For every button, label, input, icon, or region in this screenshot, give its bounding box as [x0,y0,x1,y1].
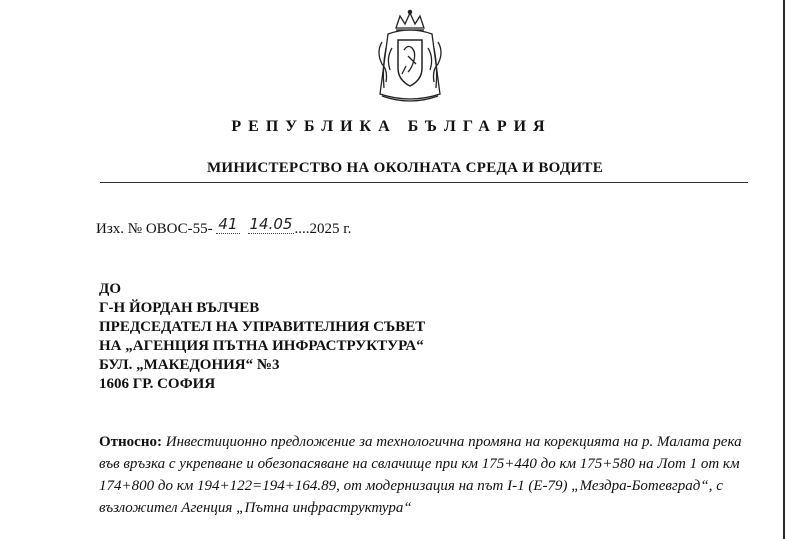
ministry-heading: МИНИСТЕРСТВО НА ОКОЛНАТА СРЕДА И ВОДИТЕ [206,160,604,176]
reference-year: 2025 г. [309,221,352,237]
handwritten-number: 41 [218,215,238,233]
coat-of-arms-icon [368,8,452,108]
recipient-position: ПРЕДСЕДАТЕЛ НА УПРАВИТЕЛНИЯ СЪВЕТ [99,319,426,335]
header-divider [100,182,748,183]
handwritten-date: 14.05 [249,215,293,233]
recipient-to: ДО [99,281,121,297]
reference-dots: .... [294,221,310,237]
subject-text: Инвестиционно предложение за технологична промяна на корекцията на р. Малата река във връзка с укрепване и обезопасяване на свлачище при км 175+440 до км 175+580 на Лот 1 от км 174+800 до км 194+122=194+164.89, от модернизация на път I-1 (Е-79) „Мездра-Ботевград“, с възложител Агенция „Пътна инфраструктура“ [99,434,742,516]
outgoing-reference [96,215,352,238]
reference-prefix: Изх. № ОВОС-55- [96,221,213,237]
country-heading: РЕПУБЛИКА БЪЛГАРИЯ [231,118,552,135]
recipient-block [99,280,425,394]
recipient-organization: НА „АГЕНЦИЯ ПЪТНА ИНФРАСТРУКТУРА“ [99,338,424,354]
recipient-street: БУЛ. „МАКЕДОНИЯ“ №3 [99,357,280,373]
subject-label: Относно: [99,434,162,450]
recipient-name: Г-Н ЙОРДАН ВЪЛЧЕВ [99,300,260,316]
scan-edge-border [783,0,785,539]
subject-paragraph [99,431,751,519]
recipient-city: 1606 ГР. СОФИЯ [99,376,216,392]
